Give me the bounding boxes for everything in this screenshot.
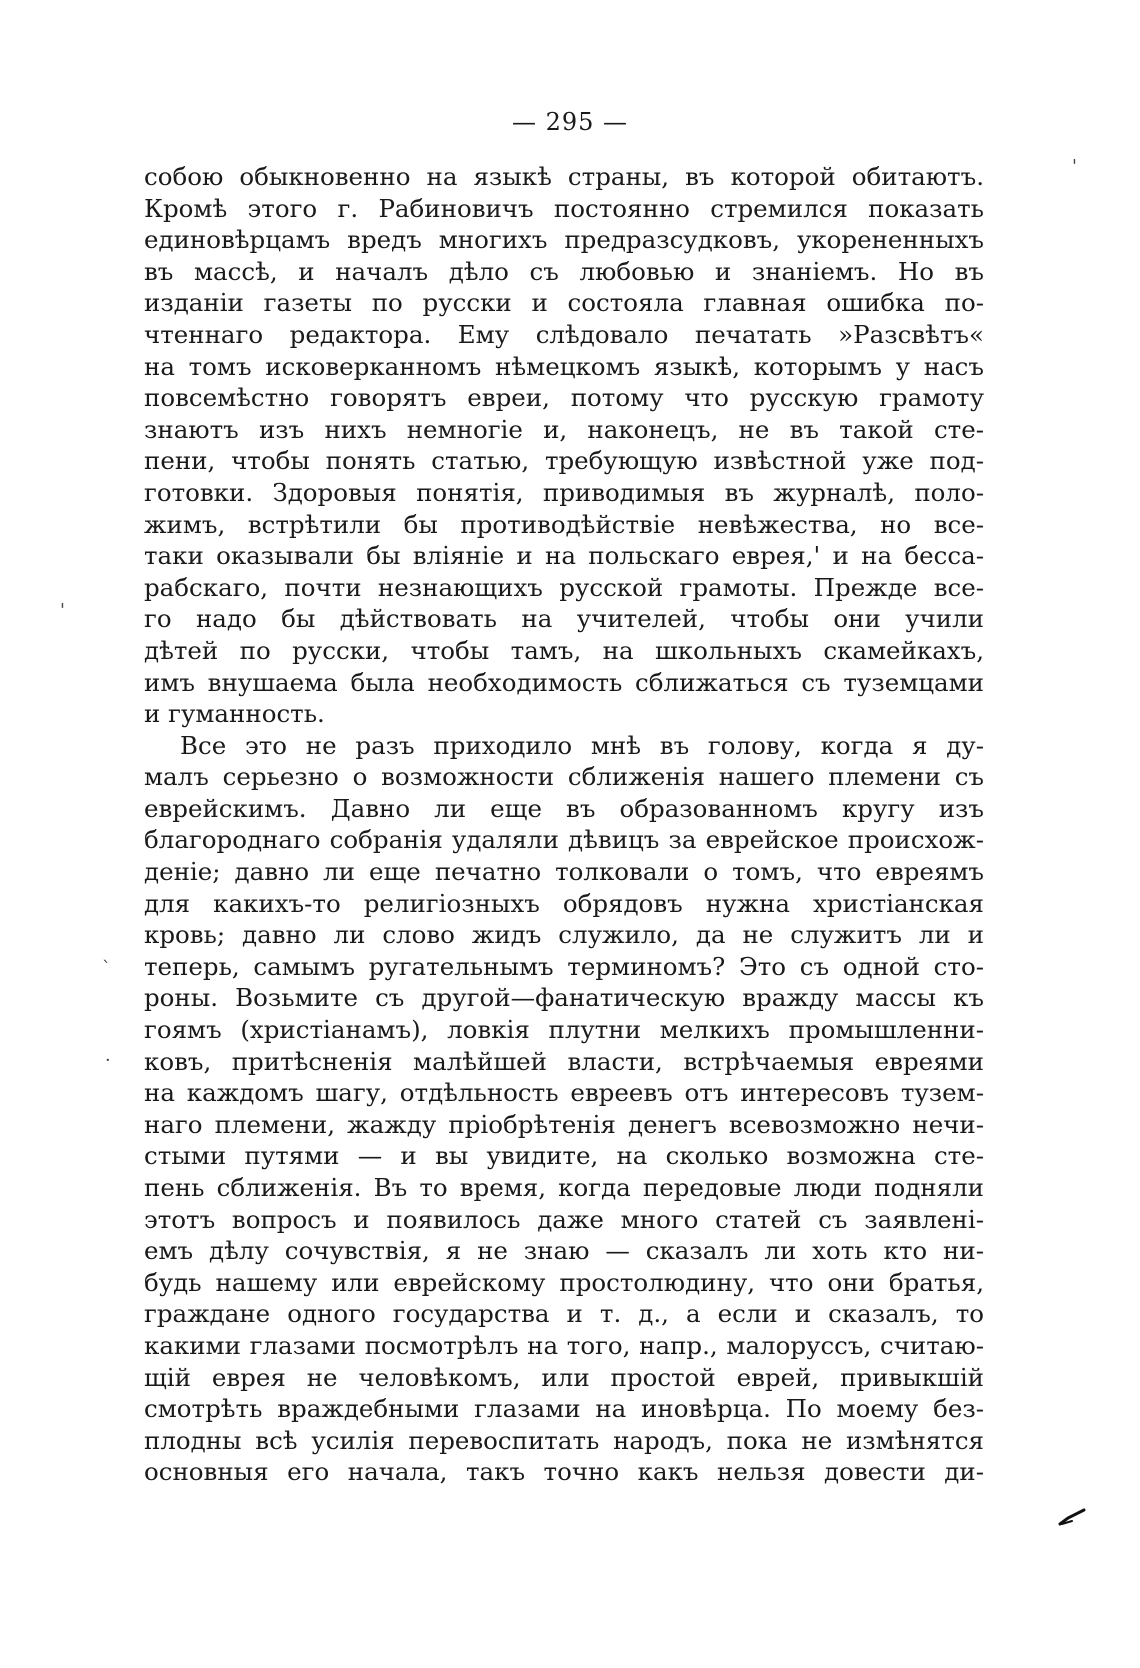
text-line: и гуманность. xyxy=(144,699,325,729)
speck-mark: ' xyxy=(60,600,65,621)
text-line: имъ внушаема была необходимость сближаться съ туземцами xyxy=(144,667,984,697)
text-line: таки оказывали бы вліяніе и на польскаго еврея,' и на бесса- xyxy=(144,541,984,571)
text-line: Все это не разъ приходило мнѣ въ голову, когда я ду- xyxy=(180,730,984,760)
text-line: собою обыкновенно на языкѣ страны, въ которой обитаютъ. xyxy=(144,162,984,191)
ink-stroke-mark xyxy=(1058,1504,1088,1528)
speck-mark: · xyxy=(105,1050,111,1071)
text-line: емъ дѣлу сочувствія, я не знаю — сказалъ ли хоть кто ни- xyxy=(144,1236,984,1266)
text-line: теперь, самымъ ругательнымъ терминомъ? Это съ одной сто- xyxy=(144,951,984,981)
text-line: какими глазами посмотрѣлъ на того, напр., малоруссъ, считаю- xyxy=(144,1330,984,1360)
text-line: жимъ, встрѣтили бы противодѣйствіе невѣжества, но все- xyxy=(144,509,984,539)
text-line: го надо бы дѣйствовать на учителей, чтобы они учили xyxy=(144,604,984,634)
text-line: наго племени, жажду пріобрѣтенія денегъ всевозможно нечи- xyxy=(144,1109,984,1139)
text-line: пень сближенія. Въ то время, когда передовые люди подняли xyxy=(144,1173,984,1202)
text-line: знаютъ изъ нихъ немногіе и, наконецъ, не въ такой сте- xyxy=(144,414,984,444)
text-line: чтеннаго редактора. Ему слѣдовало печатать »Разсвѣтъ« xyxy=(144,319,984,349)
text-line: этотъ вопросъ и появилось даже много статей съ заявлені- xyxy=(144,1204,984,1234)
text-line: на томъ исковерканномъ нѣмецкомъ языкѣ, которымъ у насъ xyxy=(144,351,984,381)
text-line: дѣтей по русски, чтобы тамъ, на школьныхъ скамейкахъ, xyxy=(144,635,984,665)
text-line: Кромѣ этого г. Рабиновичъ постоянно стремился показать xyxy=(144,193,984,223)
text-line: гоямъ (христіанамъ), ловкія плутни мелкихъ промышленни- xyxy=(144,1015,984,1045)
speck-mark: ' xyxy=(1072,156,1077,177)
text-line: стыми путями — и вы увидите, на сколько возможна сте- xyxy=(144,1141,984,1171)
text-line: готовки. Здоровыя понятія, приводимыя въ журналѣ, поло- xyxy=(144,477,984,507)
text-line: въ массѣ, и началъ дѣло съ любовью и знаніемъ. Но въ xyxy=(144,256,984,286)
text-line: плодны всѣ усилія перевоспитать народъ, пока не измѣнятся xyxy=(144,1425,984,1455)
text-line: щій еврея не человѣкомъ, или простой еврей, привыкшій xyxy=(144,1362,984,1392)
page-number: — 295 — xyxy=(511,108,629,136)
text-line: основныя его начала, такъ точно какъ нельзя довести ди- xyxy=(144,1457,984,1487)
speck-mark: ` xyxy=(102,958,111,979)
text-line: благороднаго собранія удаляли дѣвицъ за еврейское происхож- xyxy=(144,825,984,855)
text-line: граждане одного государства и т. д., а если и сказалъ, то xyxy=(144,1299,984,1329)
text-block xyxy=(144,161,984,1488)
text-line: роны. Возьмите съ другой—фанатическую вражду массы къ xyxy=(144,983,984,1013)
text-line: будь нашему или еврейскому простолюдину, что они братья, xyxy=(144,1267,984,1297)
text-line: единовѣрцамъ вредъ многихъ предразсудковъ, укорененныхъ xyxy=(144,225,984,255)
text-line: смотрѣть враждебными глазами на иновѣрца. По моему без- xyxy=(144,1394,984,1424)
text-line: деніе; давно ли еще печатно толковали о томъ, что евреямъ xyxy=(144,857,984,887)
text-line: для какихъ-то религіозныхъ обрядовъ нужна христіанская xyxy=(144,888,984,918)
text-line: еврейскимъ. Давно ли еще въ образованномъ кругу изъ xyxy=(144,793,984,823)
text-line: повсемѣстно говорятъ евреи, потому что русскую грамоту xyxy=(144,383,984,413)
text-line: на каждомъ шагу, отдѣльность евреевъ отъ интересовъ тузем- xyxy=(144,1078,984,1108)
text-line: изданіи газеты по русски и состояла главная ошибка по- xyxy=(144,288,984,318)
text-line: ковъ, притѣсненія малѣйшей власти, встрѣчаемыя евреями xyxy=(144,1046,984,1076)
text-line: малъ серьезно о возможности сближенія нашего племени съ xyxy=(144,762,984,792)
text-line: пени, чтобы понять статью, требующую извѣстной уже под- xyxy=(144,446,984,476)
text-line: кровь; давно ли слово жидъ служило, да не служитъ ли и xyxy=(144,920,984,950)
text-line: рабскаго, почти незнающихъ русской грамоты. Прежде все- xyxy=(144,572,984,602)
